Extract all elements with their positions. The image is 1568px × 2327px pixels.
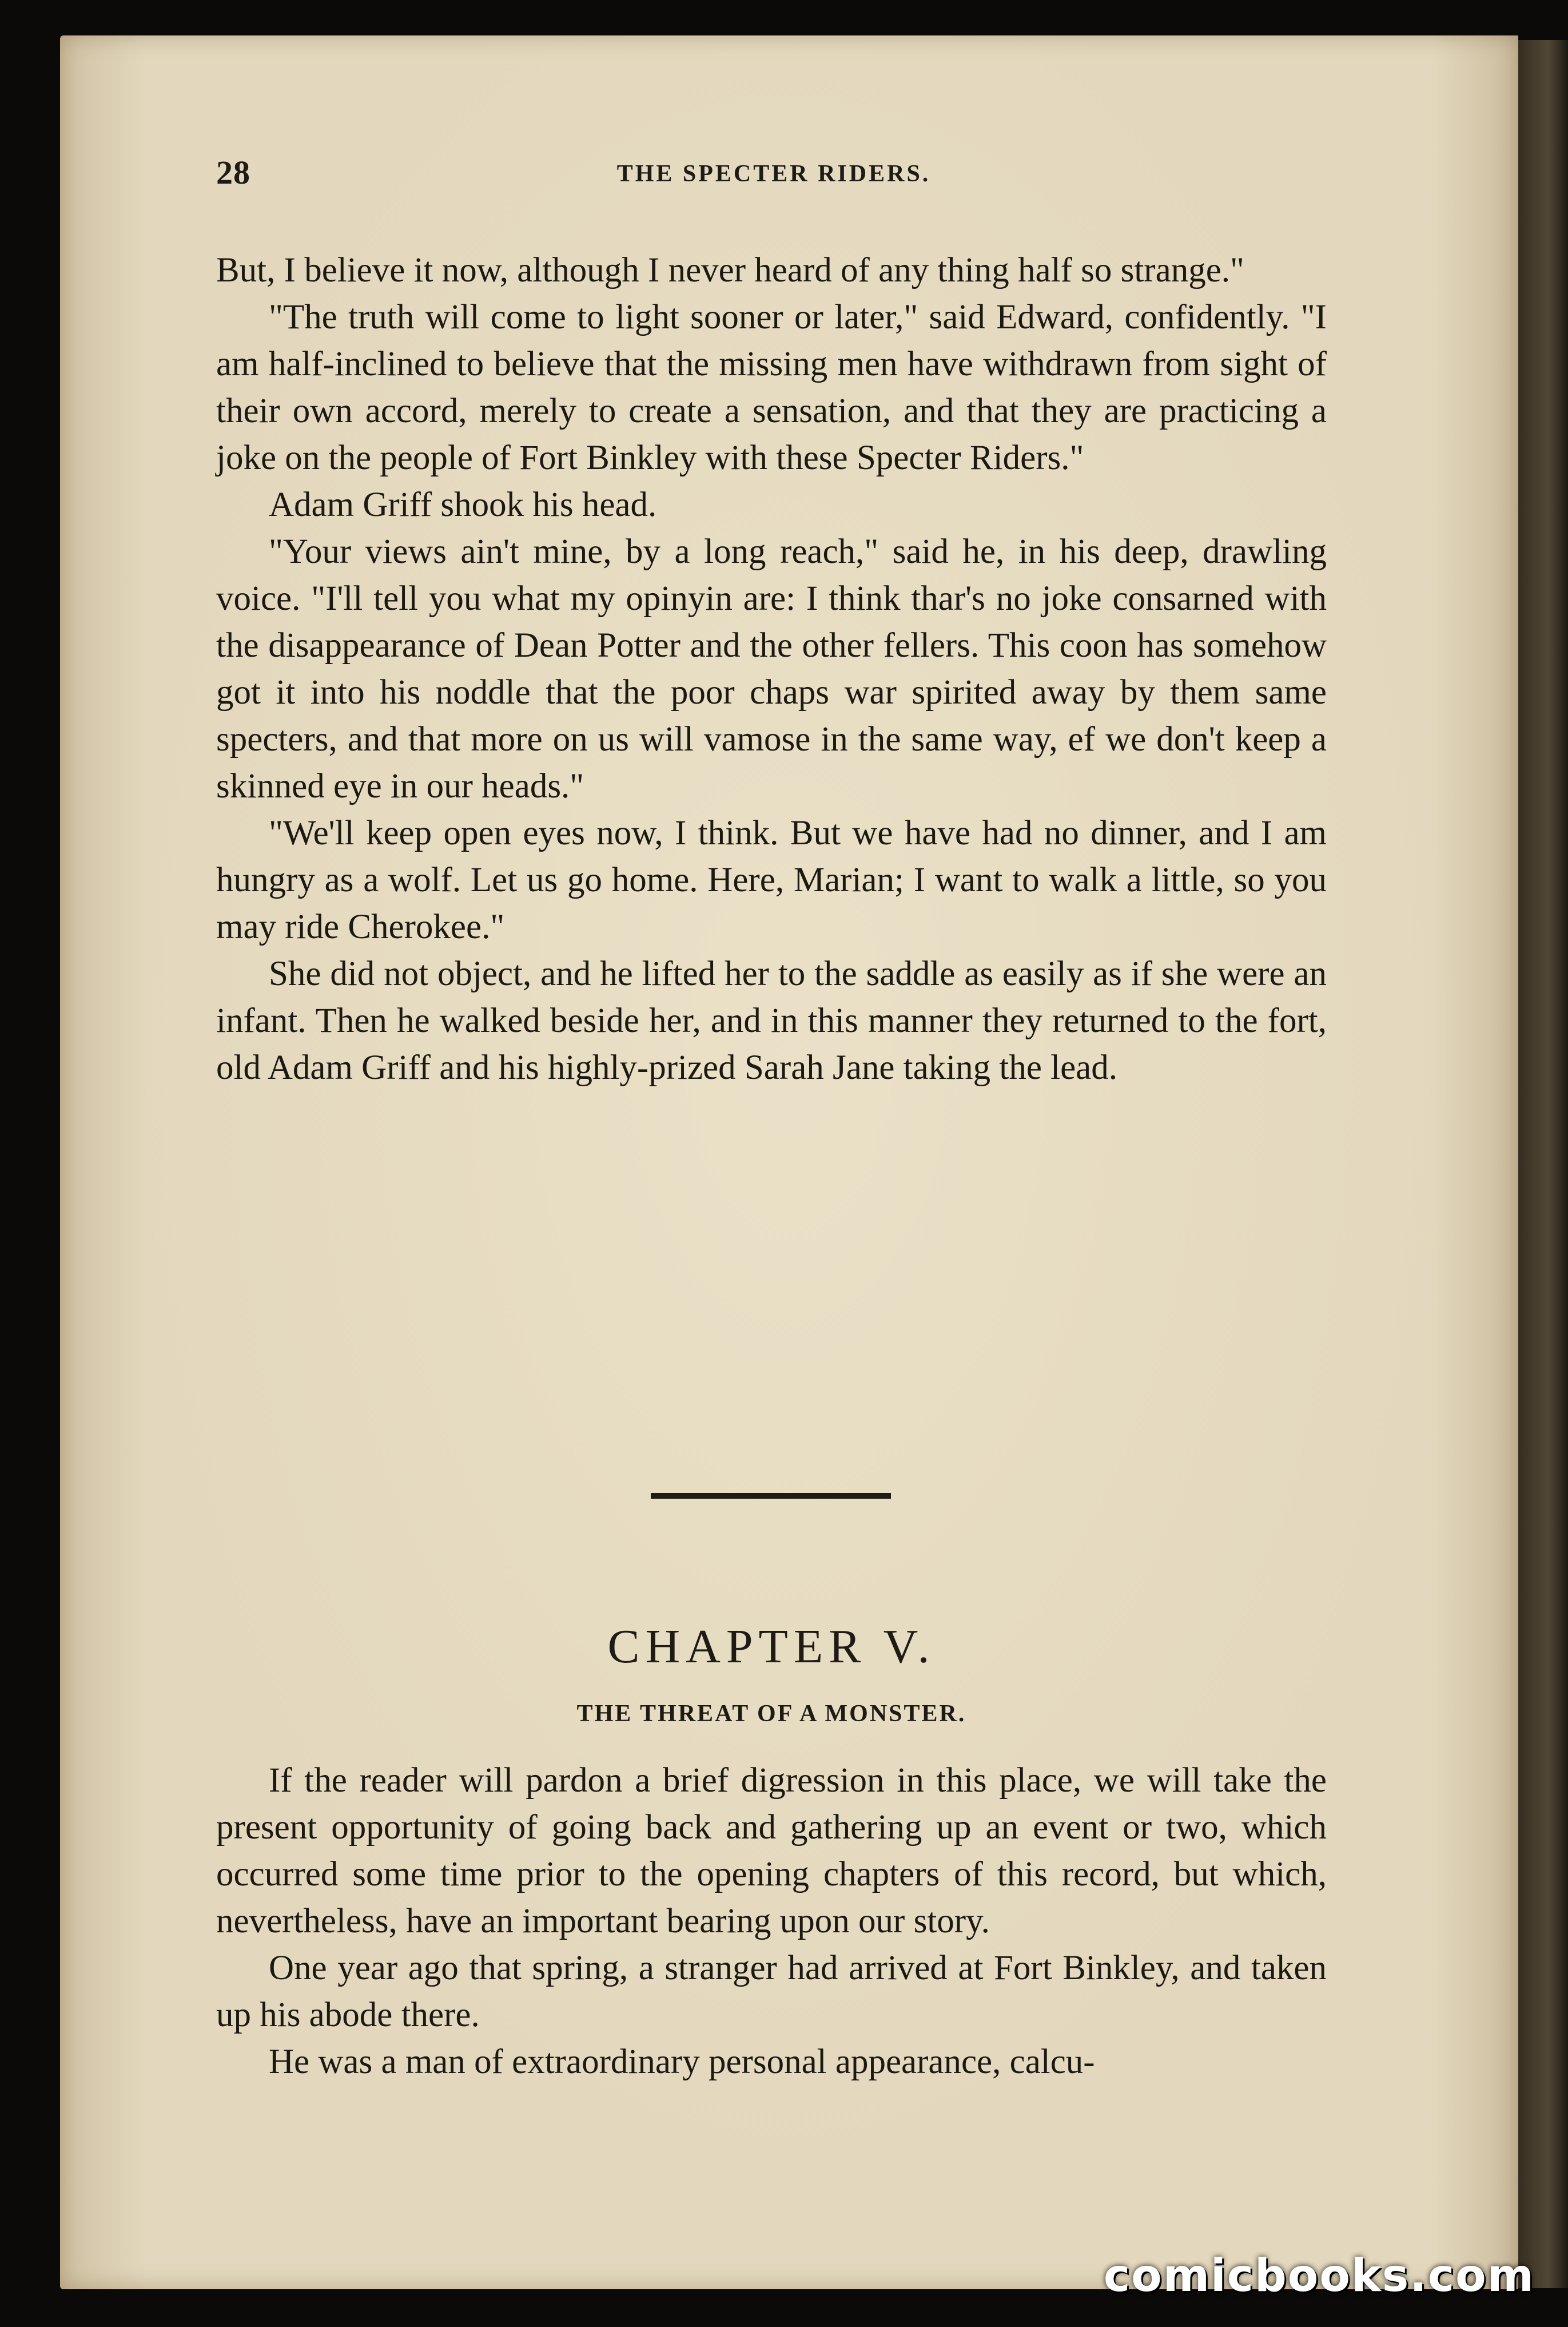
paragraph: She did not object, and he lifted her to the saddle as easily as if she were an infant. Then he walked beside her, and in this manner they returned to the fort, old Adam Griff and his highly-prized Sarah Jane taking the lead. — [216, 955, 1327, 1087]
chapter-subtitle: THE THREAT OF A MONSTER. — [576, 1701, 966, 1727]
paragraph: He was a man of extraordinary personal appearance, calcu- — [269, 2043, 1095, 2081]
paragraph: "The truth will come to light sooner or later," said Edward, confidently. "I am half-inclined to believe that the missing men have withdrawn from sight of their own accord, merely to create a sensation, and that they are practicing a joke on the people of Fort Binkley with these Specter Riders." — [216, 298, 1327, 477]
facing-page-edge — [1518, 40, 1568, 2288]
paragraph: But, I believe it now, although I never heard of any thing half so strange." — [216, 251, 1244, 289]
page-number: 28 — [216, 154, 250, 191]
paragraph: Adam Griff shook his head. — [269, 486, 657, 524]
chapter-title: CHAPTER V. — [607, 1620, 936, 1673]
paragraph: If the reader will pardon a brief digression in this place, we will take the present opportunity of going back and gathering up an event or two, which occurred some time prior to the opening chapters of this record, but which, nevertheless, have an important bearing upon our story. — [216, 1761, 1327, 1940]
page-header — [216, 153, 1331, 199]
body-text-bottom — [216, 1757, 1327, 2086]
paragraph: One year ago that spring, a stranger had arrived at Fort Binkley, and taken up his abode there. — [216, 1949, 1327, 2034]
running-title: THE SPECTER RIDERS. — [616, 161, 931, 187]
section-divider — [651, 1493, 891, 1499]
paragraph: "We'll keep open eyes now, I think. But we have had no dinner, and I am hungry as a wolf. Let us go home. Here, Marian; I want to walk a little, so you may ride Cherokee." — [216, 814, 1327, 946]
site-watermark: comicbooks.com — [1103, 2250, 1535, 2302]
paragraph: "Your views ain't mine, by a long reach," said he, in his deep, drawling voice. "I'll tell you what my opinyin are: I think thar's no joke consarned with the disappearance of Dean Potter and the other fellers. This coon has somehow got it into his noddle that the poor chaps war spirited away by them same specters, and that more on us will vamose in the same way, ef we don't keep a skinned eye in our heads." — [216, 533, 1327, 805]
body-text-top — [216, 247, 1327, 1091]
